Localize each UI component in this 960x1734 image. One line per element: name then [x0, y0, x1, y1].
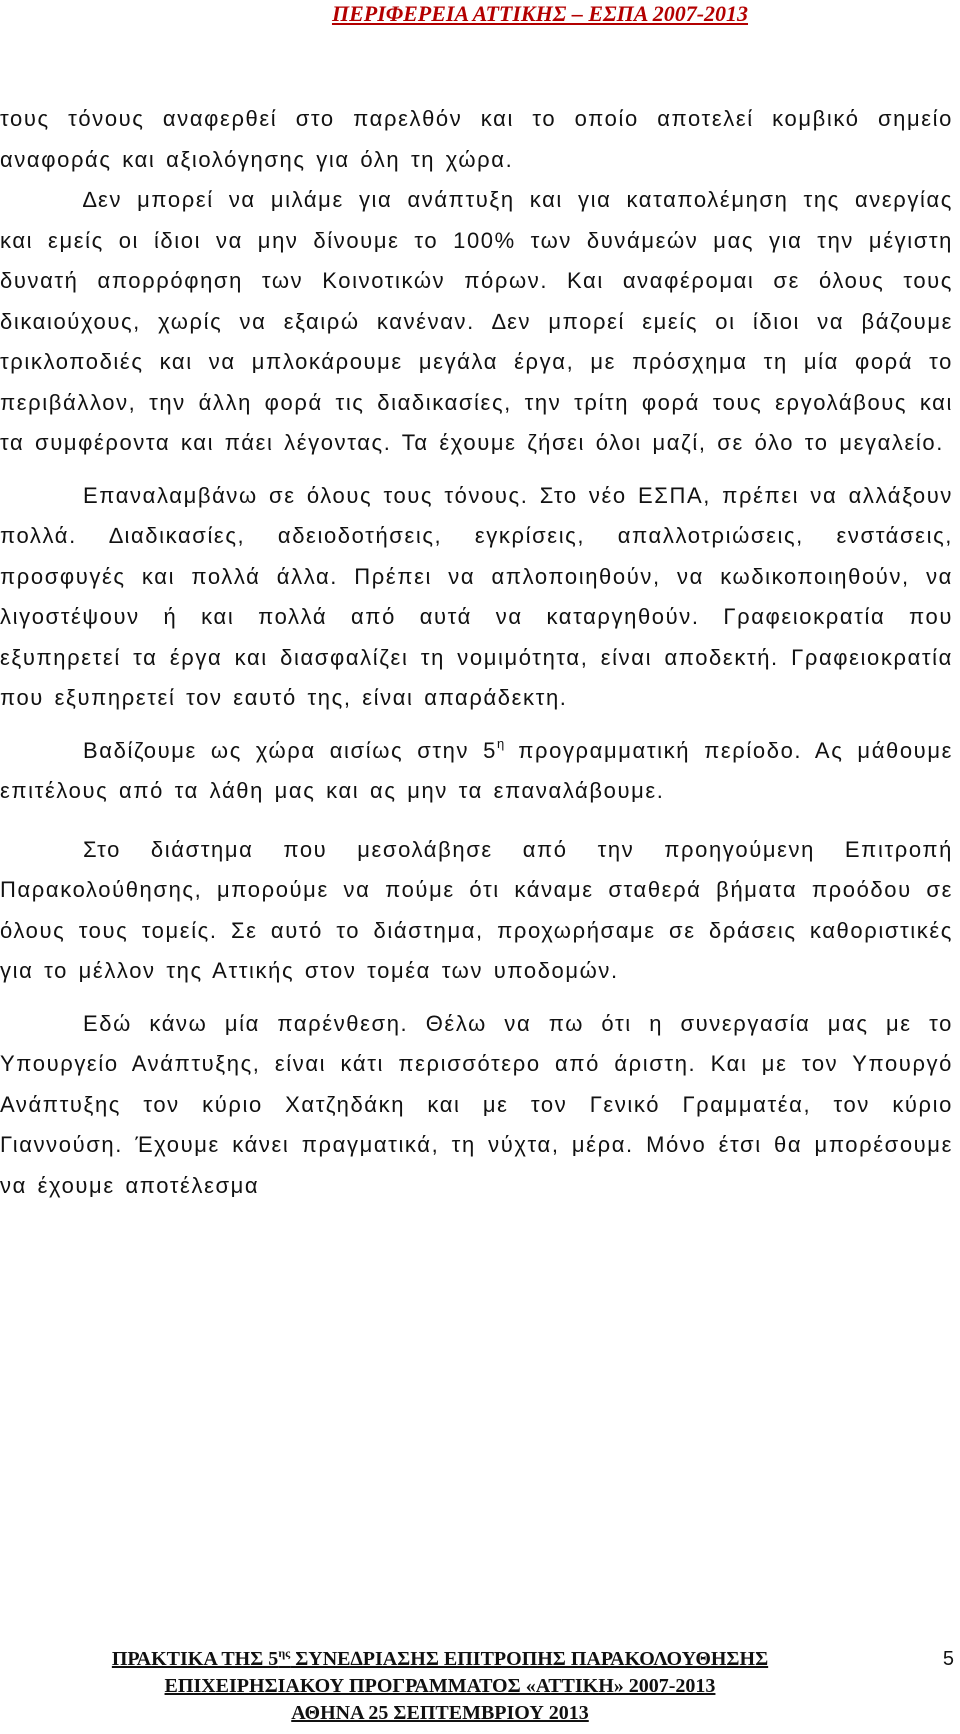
footer-line-2: ΕΠΙΧΕΙΡΗΣΙΑΚΟΥ ΠΡΟΓΡΑΜΜΑΤΟΣ «ΑΤΤΙΚΗ» 2007-2013 [164, 1675, 716, 1697]
page-header [0, 0, 960, 28]
paragraph-2: ∆εν μπορεί να μιλάμε για ανάπτυξη και για καταπολέμηση της ανεργίας και εμείς οι ίδιοι να μην δίνουμε το 100% των δυνάμεών μας για την μέγιστη δυνατή απορρόφηση των Κοινοτικών πόρων. Και αναφέρομαι σε όλους τους δικαιούχους, χωρίς να εξαιρώ κανέναν. ∆εν μπορεί εμείς οι ίδιοι να βάζουμε τρικλοποδιές και να μπλοκάρουμε μεγάλα έργα, με πρόσχημα τη μία φορά το περιβάλλον, την άλλη φορά τις διαδικασίες, την τρίτη φορά τους εργολάβους και τα συμφέροντα και πάει λέγοντας. Τα έχουμε ζήσει όλοι μαζί, σε όλο το μεγαλείο. [0, 187, 953, 455]
page-footer [0, 1646, 960, 1727]
header-title: ΠΕΡΙΦΕΡΕΙΑ ΑΤΤΙΚΗΣ – ΕΣΠΑ 2007-2013 [331, 1, 749, 26]
footer-line-1: ΠΡΑΚΤΙΚΑ ΤΗΣ $5^{\eta\varsigma}$ ΣΥΝΕ∆ΡΙΑΣΗΣ ΕΠΙΤΡΟΠΗΣ ΠΑΡΑΚΟΛΟΥΘΗΣΗΣ [111, 1646, 769, 1670]
document-body [0, 99, 953, 1206]
footer-line-3: ΑΘΗΝΑ 25 ΣΕΠΤΕΜΒΡΙΟΥ 2013 [291, 1702, 589, 1724]
paragraph-6: Εδώ κάνω μία παρένθεση. Θέλω να πω ότι η συνεργασία μας με το Υπουργείο Ανάπτυξης, είναι κάτι περισσότερο από άριστη. Και με τον Υπουργό Ανάπτυξης τον κύριο Χατζηδάκη και με τον Γενικό Γραμματέα, τον κύριο Γιαννούση. Έχουμε κάνει πραγματικά, τη νύχτα, μέρα. Μόνο έτσι θα μπορέσουμε να έχουμε αποτέλεσμα [0, 1010, 953, 1198]
superscript-eta: η [496, 735, 505, 751]
paragraph-4 [0, 731, 953, 812]
paragraph-1: τους τόνους αναφερθεί στο παρελθόν και το οποίο αποτελεί κομβικό σημείο αναφοράς και αξιολόγησης για όλη τη χώρα. [0, 106, 953, 172]
paragraph-4-start: Βαδίζουμε ως χώρα αισίως στην 5 [83, 737, 497, 763]
paragraph-4-end: προγραμματική περίοδο. Ας μάθουμε επιτέλους από τα λάθη μας και ας μην τα επαναλάβουμε. [0, 737, 954, 803]
footer-superscript: ης [278, 1646, 291, 1660]
page-number: 5 [942, 1648, 954, 1670]
paragraph-5: Στο διάστημα που μεσολάβησε από την προηγούμενη Επιτροπή Παρακολούθησης, μπορούμε να πούμε ότι κάναμε σταθερά βήματα προόδου σε όλους τους τομείς. Σε αυτό το διάστημα, προχωρήσαμε σε δράσεις καθοριστικές για το μέλλον της Αττικής στον τομέα των υποδομών. [0, 836, 953, 983]
paragraph-3: Επαναλαμβάνω σε όλους τους τόνους. Στο νέο ΕΣΠΑ, πρέπει να αλλάξουν πολλά. ∆ιαδικασίες, αδειοδοτήσεις, εγκρίσεις, απαλλοτριώσεις, ενστάσεις, προσφυγές και πολλά άλλα. Πρέπει να απλοποιηθούν, να κωδικοποιηθούν, να λιγοστέψουν ή και πολλά από αυτά να καταργηθούν. Γραφειοκρατία που εξυπηρετεί τα έργα και διασφαλίζει τη νομιμότητα, είναι αποδεκτή. Γραφειοκρατία που εξυπηρετεί τον εαυτό της, είναι απαράδεκτη. [0, 482, 953, 710]
